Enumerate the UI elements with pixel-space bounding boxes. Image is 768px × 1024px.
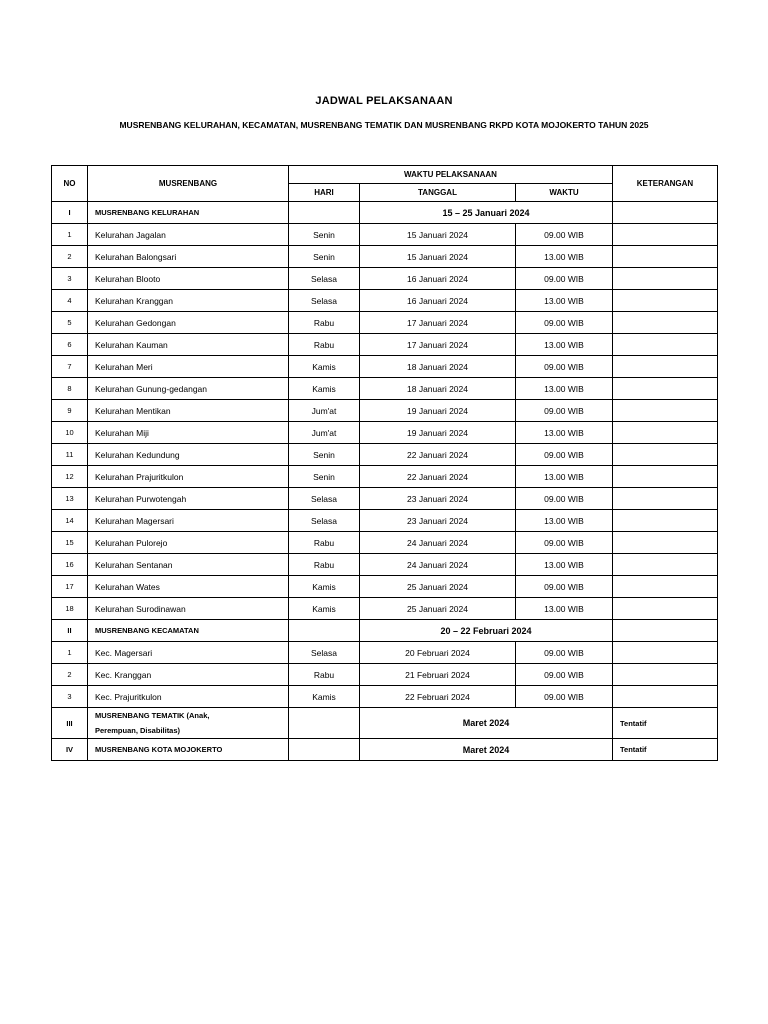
row-waktu: 13.00 WIB bbox=[516, 422, 613, 444]
table-row bbox=[52, 532, 718, 554]
row-number: 2 bbox=[52, 664, 88, 686]
row-hari: Selasa bbox=[289, 488, 360, 510]
row-number: 3 bbox=[52, 686, 88, 708]
row-keterangan bbox=[613, 400, 718, 422]
row-number: 5 bbox=[52, 312, 88, 334]
table-row bbox=[52, 576, 718, 598]
schedule-table bbox=[51, 165, 718, 761]
schedule-body bbox=[52, 202, 718, 761]
row-hari: Selasa bbox=[289, 642, 360, 664]
section-keterangan: Tentatif bbox=[613, 708, 718, 739]
row-hari: Jum'at bbox=[289, 400, 360, 422]
row-name: Kelurahan Surodinawan bbox=[88, 598, 289, 620]
table-row bbox=[52, 686, 718, 708]
row-name: Kec. Kranggan bbox=[88, 664, 289, 686]
row-waktu: 09.00 WIB bbox=[516, 444, 613, 466]
row-name: Kelurahan Kauman bbox=[88, 334, 289, 356]
row-tanggal: 25 Januari 2024 bbox=[360, 598, 516, 620]
row-waktu: 13.00 WIB bbox=[516, 290, 613, 312]
row-keterangan bbox=[613, 664, 718, 686]
table-row bbox=[52, 664, 718, 686]
table-row bbox=[52, 268, 718, 290]
table-row bbox=[52, 444, 718, 466]
row-hari: Rabu bbox=[289, 334, 360, 356]
table-row bbox=[52, 312, 718, 334]
row-name: Kelurahan Jagalan bbox=[88, 224, 289, 246]
row-tanggal: 25 Januari 2024 bbox=[360, 576, 516, 598]
row-keterangan bbox=[613, 488, 718, 510]
document-title: JADWAL PELAKSANAAN bbox=[315, 95, 453, 107]
table-row bbox=[52, 378, 718, 400]
row-hari: Kamis bbox=[289, 598, 360, 620]
section-name: MUSRENBANG KECAMATAN bbox=[88, 620, 289, 642]
row-name: Kelurahan Balongsari bbox=[88, 246, 289, 268]
row-waktu: 13.00 WIB bbox=[516, 554, 613, 576]
section-hari-cell bbox=[289, 739, 360, 761]
row-name: Kelurahan Magersari bbox=[88, 510, 289, 532]
row-number: 13 bbox=[52, 488, 88, 510]
row-number: 16 bbox=[52, 554, 88, 576]
row-tanggal: 24 Januari 2024 bbox=[360, 554, 516, 576]
table-row bbox=[52, 642, 718, 664]
section-number: I bbox=[52, 202, 88, 224]
table-row bbox=[52, 554, 718, 576]
row-hari: Senin bbox=[289, 466, 360, 488]
section-keterangan: Tentatif bbox=[613, 739, 718, 761]
header-keterangan: KETERANGAN bbox=[613, 166, 718, 202]
row-hari: Senin bbox=[289, 246, 360, 268]
section-row bbox=[52, 620, 718, 642]
table-row bbox=[52, 422, 718, 444]
row-tanggal: 17 Januari 2024 bbox=[360, 334, 516, 356]
row-hari: Rabu bbox=[289, 312, 360, 334]
row-tanggal: 17 Januari 2024 bbox=[360, 312, 516, 334]
row-number: 17 bbox=[52, 576, 88, 598]
section-name: MUSRENBANG TEMATIK (Anak, Perempuan, Disabilitas) bbox=[88, 708, 289, 739]
row-name: Kelurahan Gedongan bbox=[88, 312, 289, 334]
row-number: 7 bbox=[52, 356, 88, 378]
row-waktu: 13.00 WIB bbox=[516, 378, 613, 400]
header-waktu: WAKTU bbox=[516, 184, 613, 202]
row-keterangan bbox=[613, 576, 718, 598]
row-name: Kelurahan Meri bbox=[88, 356, 289, 378]
row-number: 1 bbox=[52, 642, 88, 664]
row-keterangan bbox=[613, 246, 718, 268]
row-tanggal: 16 Januari 2024 bbox=[360, 290, 516, 312]
row-tanggal: 18 Januari 2024 bbox=[360, 378, 516, 400]
row-name: Kelurahan Kranggan bbox=[88, 290, 289, 312]
row-keterangan bbox=[613, 444, 718, 466]
row-name: Kelurahan Pulorejo bbox=[88, 532, 289, 554]
row-number: 4 bbox=[52, 290, 88, 312]
section-number: III bbox=[52, 708, 88, 739]
row-keterangan bbox=[613, 422, 718, 444]
header-waktu-pelaksanaan: WAKTU PELAKSANAAN bbox=[289, 166, 613, 184]
table-row bbox=[52, 224, 718, 246]
row-tanggal: 24 Januari 2024 bbox=[360, 532, 516, 554]
row-number: 10 bbox=[52, 422, 88, 444]
row-keterangan bbox=[613, 378, 718, 400]
row-number: 2 bbox=[52, 246, 88, 268]
table-row bbox=[52, 488, 718, 510]
row-tanggal: 16 Januari 2024 bbox=[360, 268, 516, 290]
section-keterangan bbox=[613, 202, 718, 224]
row-hari: Senin bbox=[289, 444, 360, 466]
row-tanggal: 15 Januari 2024 bbox=[360, 246, 516, 268]
row-hari: Senin bbox=[289, 224, 360, 246]
row-hari: Selasa bbox=[289, 268, 360, 290]
row-tanggal: 22 Februari 2024 bbox=[360, 686, 516, 708]
row-keterangan bbox=[613, 532, 718, 554]
table-row bbox=[52, 334, 718, 356]
header-musrenbang: MUSRENBANG bbox=[88, 166, 289, 202]
row-waktu: 09.00 WIB bbox=[516, 664, 613, 686]
row-hari: Selasa bbox=[289, 290, 360, 312]
header-tanggal: TANGGAL bbox=[360, 184, 516, 202]
row-keterangan bbox=[613, 334, 718, 356]
row-hari: Kamis bbox=[289, 378, 360, 400]
row-waktu: 09.00 WIB bbox=[516, 268, 613, 290]
row-name: Kelurahan Miji bbox=[88, 422, 289, 444]
row-keterangan bbox=[613, 224, 718, 246]
row-keterangan bbox=[613, 356, 718, 378]
row-hari: Rabu bbox=[289, 532, 360, 554]
section-name: MUSRENBANG KOTA MOJOKERTO bbox=[88, 739, 289, 761]
row-tanggal: 20 Februari 2024 bbox=[360, 642, 516, 664]
row-waktu: 09.00 WIB bbox=[516, 488, 613, 510]
row-waktu: 09.00 WIB bbox=[516, 642, 613, 664]
section-date-range: 15 – 25 Januari 2024 bbox=[360, 202, 613, 224]
row-waktu: 13.00 WIB bbox=[516, 334, 613, 356]
row-keterangan bbox=[613, 686, 718, 708]
section-row bbox=[52, 739, 718, 761]
section-number: IV bbox=[52, 739, 88, 761]
row-hari: Kamis bbox=[289, 576, 360, 598]
row-tanggal: 19 Januari 2024 bbox=[360, 422, 516, 444]
row-tanggal: 23 Januari 2024 bbox=[360, 488, 516, 510]
row-hari: Jum'at bbox=[289, 422, 360, 444]
section-hari-cell bbox=[289, 708, 360, 739]
row-tanggal: 18 Januari 2024 bbox=[360, 356, 516, 378]
section-hari-cell bbox=[289, 202, 360, 224]
section-number: II bbox=[52, 620, 88, 642]
row-number: 14 bbox=[52, 510, 88, 532]
row-waktu: 13.00 WIB bbox=[516, 466, 613, 488]
row-tanggal: 22 Januari 2024 bbox=[360, 444, 516, 466]
row-waktu: 09.00 WIB bbox=[516, 576, 613, 598]
row-name: Kec. Prajuritkulon bbox=[88, 686, 289, 708]
row-number: 12 bbox=[52, 466, 88, 488]
row-keterangan bbox=[613, 598, 718, 620]
row-hari: Rabu bbox=[289, 554, 360, 576]
row-tanggal: 21 Februari 2024 bbox=[360, 664, 516, 686]
section-date-range: 20 – 22 Februari 2024 bbox=[360, 620, 613, 642]
row-waktu: 09.00 WIB bbox=[516, 532, 613, 554]
row-name: Kelurahan Mentikan bbox=[88, 400, 289, 422]
table-row bbox=[52, 290, 718, 312]
row-tanggal: 19 Januari 2024 bbox=[360, 400, 516, 422]
row-waktu: 09.00 WIB bbox=[516, 400, 613, 422]
row-waktu: 09.00 WIB bbox=[516, 686, 613, 708]
row-hari: Rabu bbox=[289, 664, 360, 686]
row-waktu: 09.00 WIB bbox=[516, 224, 613, 246]
row-keterangan bbox=[613, 510, 718, 532]
row-number: 11 bbox=[52, 444, 88, 466]
section-row bbox=[52, 202, 718, 224]
header-no: NO bbox=[52, 166, 88, 202]
row-tanggal: 15 Januari 2024 bbox=[360, 224, 516, 246]
section-row bbox=[52, 708, 718, 739]
row-name: Kelurahan Gunung-gedangan bbox=[88, 378, 289, 400]
row-number: 8 bbox=[52, 378, 88, 400]
row-keterangan bbox=[613, 290, 718, 312]
row-hari: Selasa bbox=[289, 510, 360, 532]
document-subtitle: MUSRENBANG KELURAHAN, KECAMATAN, MUSRENBANG TEMATIK DAN MUSRENBANG RKPD KOTA MOJOKERTO TAHUN 2025 bbox=[119, 120, 649, 130]
row-waktu: 13.00 WIB bbox=[516, 246, 613, 268]
row-waktu: 13.00 WIB bbox=[516, 598, 613, 620]
row-keterangan bbox=[613, 312, 718, 334]
row-hari: Kamis bbox=[289, 356, 360, 378]
section-name: MUSRENBANG KELURAHAN bbox=[88, 202, 289, 224]
row-keterangan bbox=[613, 554, 718, 576]
row-number: 15 bbox=[52, 532, 88, 554]
row-waktu: 09.00 WIB bbox=[516, 312, 613, 334]
row-name: Kelurahan Purwotengah bbox=[88, 488, 289, 510]
row-number: 9 bbox=[52, 400, 88, 422]
row-tanggal: 22 Januari 2024 bbox=[360, 466, 516, 488]
table-row bbox=[52, 400, 718, 422]
row-number: 18 bbox=[52, 598, 88, 620]
row-keterangan bbox=[613, 642, 718, 664]
table-row bbox=[52, 246, 718, 268]
row-name: Kelurahan Wates bbox=[88, 576, 289, 598]
row-keterangan bbox=[613, 268, 718, 290]
row-tanggal: 23 Januari 2024 bbox=[360, 510, 516, 532]
row-keterangan bbox=[613, 466, 718, 488]
table-row bbox=[52, 356, 718, 378]
section-hari-cell bbox=[289, 620, 360, 642]
row-name: Kelurahan Prajuritkulon bbox=[88, 466, 289, 488]
row-number: 6 bbox=[52, 334, 88, 356]
section-date-range: Maret 2024 bbox=[360, 708, 613, 739]
header-hari: HARI bbox=[289, 184, 360, 202]
table-row bbox=[52, 510, 718, 532]
row-number: 1 bbox=[52, 224, 88, 246]
row-waktu: 13.00 WIB bbox=[516, 510, 613, 532]
row-name: Kelurahan Blooto bbox=[88, 268, 289, 290]
row-waktu: 09.00 WIB bbox=[516, 356, 613, 378]
row-name: Kelurahan Sentanan bbox=[88, 554, 289, 576]
row-name: Kec. Magersari bbox=[88, 642, 289, 664]
row-hari: Kamis bbox=[289, 686, 360, 708]
table-row bbox=[52, 598, 718, 620]
row-name: Kelurahan Kedundung bbox=[88, 444, 289, 466]
section-date-range: Maret 2024 bbox=[360, 739, 613, 761]
row-number: 3 bbox=[52, 268, 88, 290]
table-row bbox=[52, 466, 718, 488]
section-keterangan bbox=[613, 620, 718, 642]
